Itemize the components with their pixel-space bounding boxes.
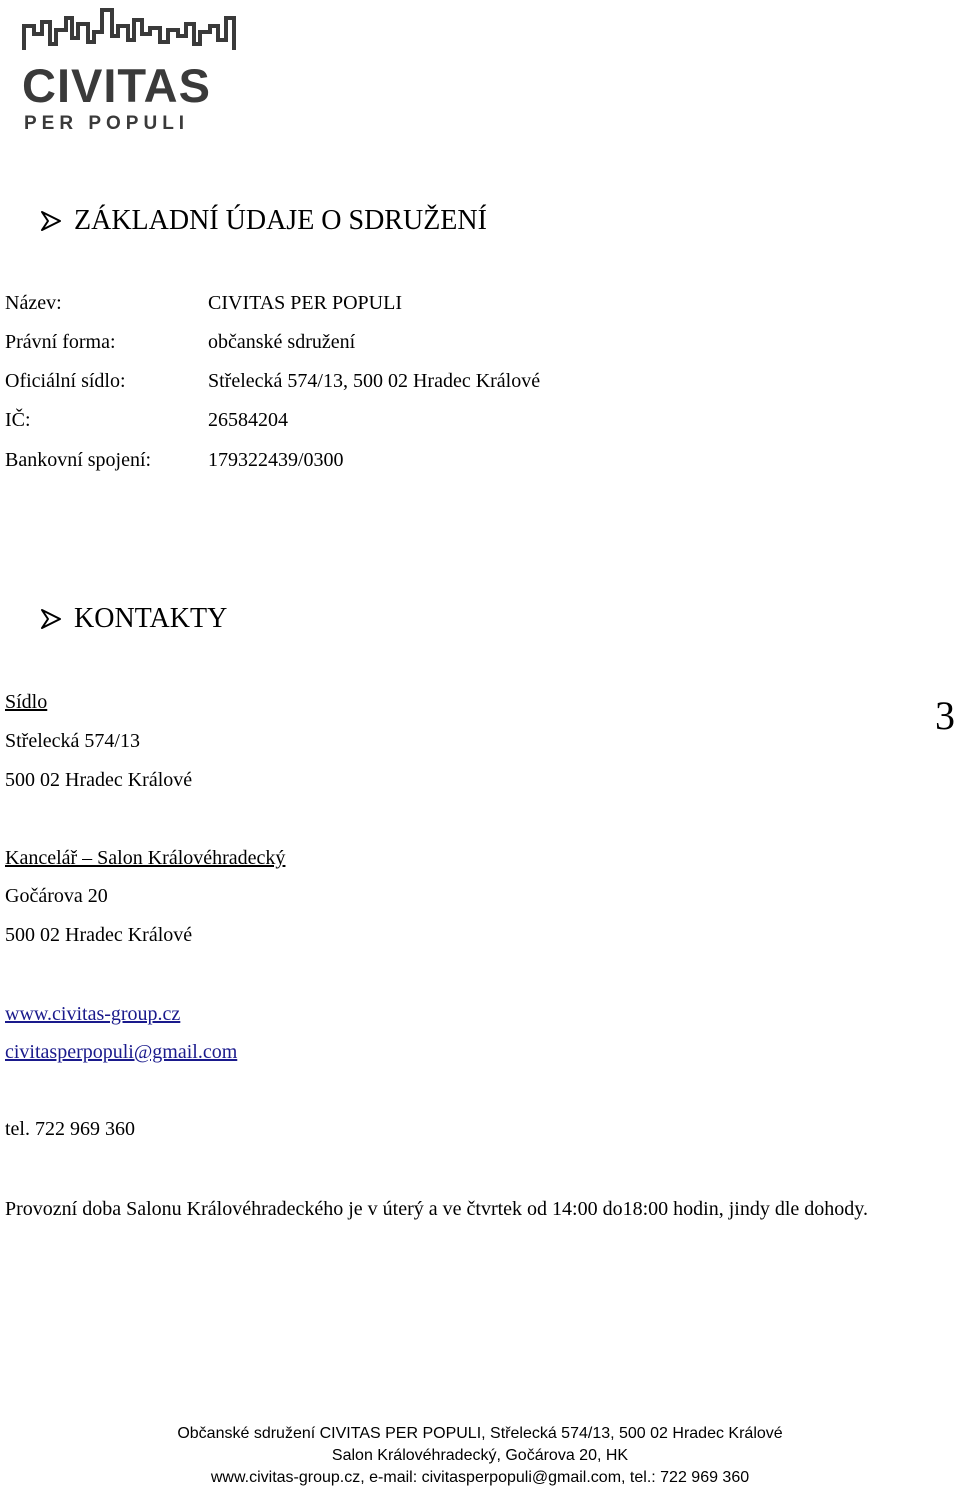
info-label: Právní forma: (5, 331, 116, 353)
civitas-logo (22, 4, 244, 136)
info-value: občanské sdružení (208, 331, 356, 353)
arrowhead-bullet-icon (40, 608, 62, 630)
footer-line-1: Občanské sdružení CIVITAS PER POPULI, Střelecká 574/13, 500 02 Hradec Králové (177, 1425, 783, 1442)
phone-number: tel. 722 969 360 (5, 1118, 135, 1140)
opening-hours-paragraph: Provozní doba Salonu Královéhradeckého je v úterý a ve čtvrtek od 14:00 do18:00 hodin, jindy dle dohody. (5, 1198, 868, 1220)
page-number: 3 (935, 693, 955, 738)
office-city: 500 02 Hradec Králové (5, 924, 193, 946)
section-heading-basic-info (40, 207, 487, 235)
skyline-icon (22, 4, 244, 54)
info-label: IČ: (5, 409, 31, 431)
office-title: Kancelář – Salon Královéhradecký (5, 847, 286, 869)
email-link[interactable]: civitasperpopuli@gmail.com (5, 1041, 238, 1063)
logo-wordmark: CIVITAS (22, 59, 211, 112)
seat-street: Střelecká 574/13 (5, 730, 140, 752)
arrowhead-bullet-icon (40, 210, 62, 232)
info-label: Oficiální sídlo: (5, 370, 126, 392)
website-link[interactable]: www.civitas-group.cz (5, 1003, 181, 1025)
section-heading-contacts (40, 605, 227, 633)
seat-city: 500 02 Hradec Králové (5, 769, 193, 791)
info-label: Název: (5, 292, 62, 314)
info-value: Střelecká 574/13, 500 02 Hradec Králové (208, 370, 541, 392)
section-title: ZÁKLADNÍ ÚDAJE O SDRUŽENÍ (74, 205, 487, 236)
footer-line-3: www.civitas-group.cz, e-mail: civitasperpopuli@gmail.com, tel.: 722 969 360 (210, 1469, 750, 1486)
office-street: Gočárova 20 (5, 885, 108, 907)
logo-tagline: PER POPULI (24, 113, 190, 134)
seat-title: Sídlo (5, 691, 48, 713)
info-value: 179322439/0300 (208, 449, 344, 471)
footer-line-2: Salon Královéhradecký, Gočárova 20, HK (331, 1447, 629, 1464)
info-value: CIVITAS PER POPULI (208, 292, 402, 314)
section-title: KONTAKTY (74, 603, 228, 634)
info-label: Bankovní spojení: (5, 449, 152, 471)
info-value: 26584204 (208, 409, 288, 431)
